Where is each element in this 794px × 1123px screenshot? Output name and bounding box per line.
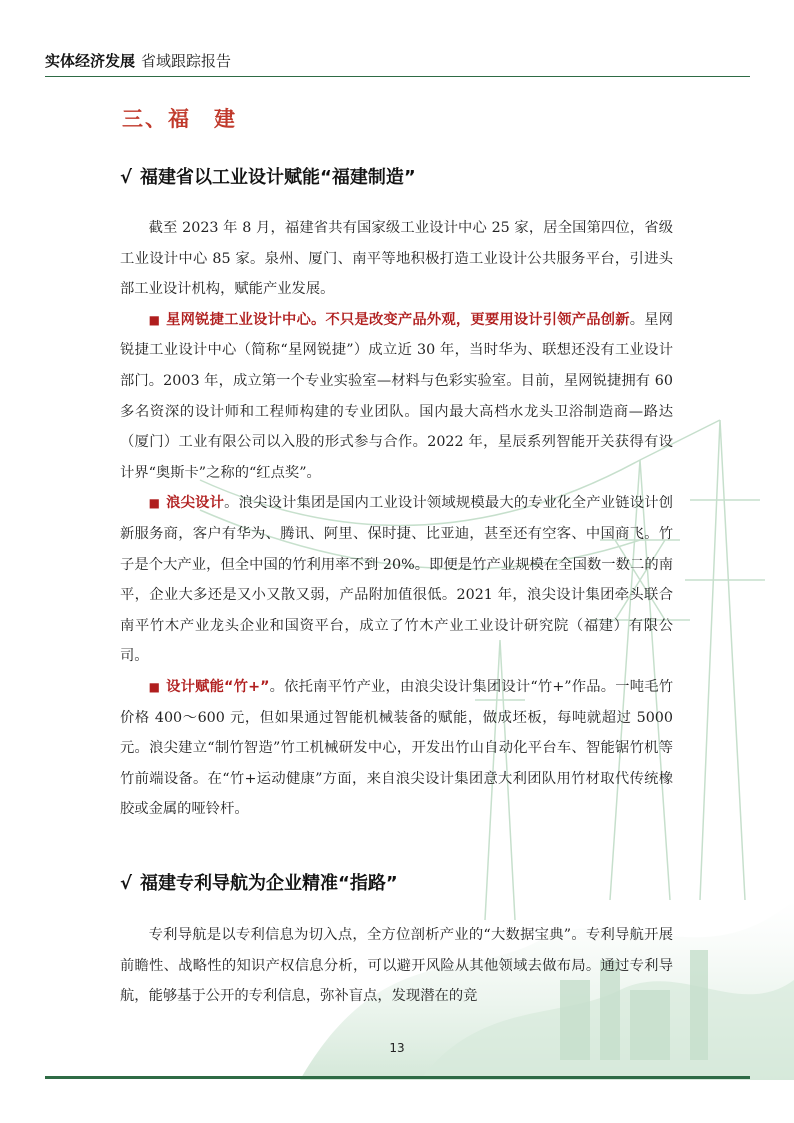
- paragraph-text: 专利导航是以专利信息为切入点，全方位剖析产业的“大数据宝典”。专利导航开展前瞻性、战略性的知识产权信息分析，可以避开风险从其他领域去做布局。通过专利导航，能够基于公开的专利信息，弥补盲点，发现潜在的竞: [120, 927, 673, 1005]
- section-title: 三、福 建: [122, 107, 237, 131]
- paragraph: [120, 305, 673, 489]
- subheading-patent-navigation: [120, 869, 398, 895]
- paragraph-text: 。依托南平竹产业，由浪尖设计集团设计“竹+”作品。一吨毛竹价格 400～600 元，但如果通过智能机械装备的赋能，做成坯板，每吨就超过 5000 元。浪尖建立“制竹智造”竹工机械研发中心，开发出竹山自动化平台车、智能锯竹机等竹前端设备。在“竹+运动健康”方面，来自浪尖设计集团意大利团队用竹材取代传统橡胶或金属的哑铃杆。: [120, 678, 673, 818]
- subheading-text: 福建专利导航为企业精准“指路”: [140, 873, 398, 894]
- page-number: 13: [389, 1041, 405, 1055]
- paragraph-text: 。星网锐捷工业设计中心（简称“星网锐捷”）成立近 30 年，当时华为、联想还没有工业设计部门。2003 年，成立第一个专业实验室—材料与色彩实验室。目前，星网锐捷拥有 60 多名资深的设计师和工程师构建的专业团队。国内最大高档水龙头卫浴制造商—路达（厦门）工业有限公司以入股的形式参与合作。2022 年，星辰系列智能开关获得有设计界“奥斯卡”之称的“红点奖”。: [120, 311, 674, 481]
- section-2-body: [120, 920, 673, 1012]
- paragraph: [120, 672, 673, 825]
- subheading-text: 福建省以工业设计赋能“福建制造”: [140, 167, 416, 188]
- red-square-bullet-icon: ■: [148, 312, 161, 327]
- check-mark-icon: √: [120, 873, 133, 894]
- highlight-lead: 星网锐捷工业设计中心。不只是改变产品外观，更要用设计引领产品创新: [166, 311, 630, 328]
- subheading-industrial-design: [120, 163, 416, 189]
- footer-divider: [45, 1076, 750, 1079]
- red-square-bullet-icon: ■: [148, 496, 161, 511]
- paragraph: [120, 488, 673, 672]
- highlight-lead: 浪尖设计: [166, 495, 225, 512]
- check-mark-icon: √: [120, 167, 133, 188]
- header-title-light: 省域跟踪报告: [141, 52, 232, 70]
- report-header: [45, 50, 231, 72]
- header-title-bold: 实体经济发展: [45, 52, 136, 70]
- paragraph-text: 截至 2023 年 8 月，福建省共有国家级工业设计中心 25 家，居全国第四位，省级工业设计中心 85 家。泉州、厦门、南平等地积极打造工业设计公共服务平台，引进头部工业设计机构，赋能产业发展。: [120, 220, 673, 298]
- highlight-lead: 设计赋能“竹+”: [166, 678, 270, 695]
- header-divider: [45, 76, 750, 77]
- red-square-bullet-icon: ■: [148, 679, 161, 694]
- section-1-body: [120, 213, 673, 825]
- paragraph: [120, 920, 673, 1012]
- paragraph: [120, 213, 673, 305]
- paragraph-text: 。浪尖设计集团是国内工业设计领域规模最大的专业化全产业链设计创新服务商，客户有华为、腾讯、阿里、保时捷、比亚迪，甚至还有空客、中国商飞。竹子是个大产业，但全中国的竹利用率不到 20%。即便是竹产业规模在全国数一数二的南平，企业大多还是又小又散又弱，产品附加值很低。2021 年，浪尖设计集团牵头联合南平竹木产业龙头企业和国资平台，成立了竹木产业工业设计研究院（福建）有限公司。: [120, 495, 673, 665]
